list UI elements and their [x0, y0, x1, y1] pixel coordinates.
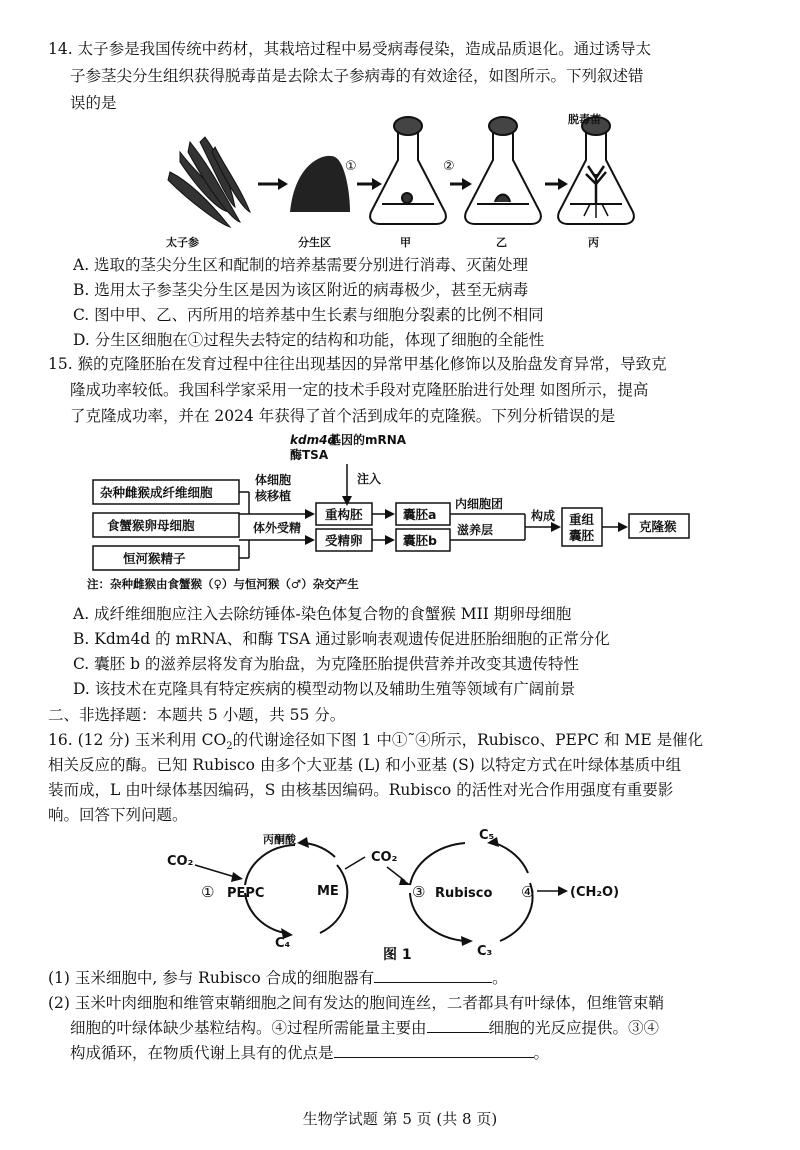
q14-figure: [160, 112, 640, 257]
q16-sub2-line3-end: 。: [533, 1044, 550, 1062]
box-zygote-text: 受精卵: [325, 533, 363, 548]
box-hybrid-fibroblast-text: 杂种雌猴成纤维细胞: [100, 485, 213, 500]
box-cloned-monkey-text: 克隆猴: [639, 519, 677, 534]
q16-line1-part1: 16. (12 分) 玉米利用 CO: [48, 731, 227, 749]
mrna-label-italic: kdm4d: [290, 433, 337, 447]
taizishen-root-image: [168, 137, 250, 227]
flask-yi: [465, 117, 541, 224]
box-sperm-text: 恒河猴精子: [123, 551, 186, 566]
tsa-label: 酶TSA: [290, 448, 329, 462]
q16-stem-line4: 响。回答下列问题。: [48, 806, 188, 824]
section2-heading: 二、非选择题：本题共 5 小题，共 55 分。: [48, 706, 346, 724]
co2-mid: CO₂: [371, 850, 398, 865]
q16-sub2-line2-part2: 细胞的光反应提供。③④: [488, 1019, 660, 1037]
rubisco-label: Rubisco: [435, 886, 493, 901]
q16-sub2-line2-part1: 细胞的叶绿体缺少基粒结构。④过程所需能量主要由: [70, 1019, 427, 1037]
q16-stem-line2: 相关反应的酶。已知 Rubisco 由多个大亚基 (L) 和小亚基 (S) 以特定方式在叶绿体基质中组: [48, 756, 682, 774]
figure1-caption: 图 1: [383, 947, 412, 963]
q14-option-d: D. 分生区细胞在①过程失去特定的结构和功能，体现了细胞的全能性: [73, 331, 545, 349]
box-reconstructed-embryo-text: 重构胚: [325, 507, 363, 522]
answer-blank-1[interactable]: [374, 966, 492, 983]
q16-stem-line3: 装而成，L 由叶绿体基因编码，S 由核基因编码。Rubisco 的活性对光合作用强度有重要影: [48, 781, 674, 799]
q16-sub1: [48, 965, 760, 992]
box-blastocyst-a-text: 囊胚a: [403, 507, 437, 522]
q14-option-a: A. 选取的茎尖分生区和配制的培养基需要分别进行消毒、灭菌处理: [73, 256, 529, 274]
q16-sub1-text: (1) 玉米细胞中, 参与 Rubisco 合成的细胞器有: [48, 969, 375, 987]
q15-option-c: C. 囊胚 b 的滋养层将发育为胎盘，为克隆胚胎提供营养并改变其遗传特性: [73, 655, 579, 673]
flask-jia: [370, 117, 446, 224]
q14-option-c: C. 图中甲、乙、丙所用的培养基中生长素与细胞分裂素的比例不相同: [73, 306, 544, 324]
q15-option-b: B. Kdm4d 的 mRNA、和酶 TSA 通过影响表观遗传促进胚胎细胞的正常分化: [73, 630, 610, 648]
answer-blank-2[interactable]: [427, 1016, 489, 1033]
pepc-label: PEPC: [227, 886, 265, 901]
c5-label: C₅: [479, 828, 495, 843]
page-footer: 生物学试题 第 5 页 (共 8 页): [302, 1110, 498, 1128]
q15-figure: [85, 428, 715, 598]
q15-stem-line3: 了克隆成功率，并在 2024 年获得了首个活到成年的克隆猴。下列分析错误的是: [70, 407, 616, 425]
step1-label: ①: [345, 159, 357, 174]
me-label: ME: [317, 884, 339, 899]
q16-co2-subscript: 2: [226, 741, 233, 753]
inject-label: 注入: [357, 472, 382, 486]
q16-sub2-line3: [70, 1040, 760, 1067]
nt-label-1: 体细胞: [255, 473, 292, 487]
forms-label: 构成: [531, 509, 556, 523]
step-1: ①: [201, 883, 215, 901]
recombinant-line2: 囊胚: [569, 528, 595, 543]
ch2o-label: (CH₂O): [570, 885, 620, 900]
label-yi: 乙: [496, 236, 507, 249]
c3-label: C₃: [477, 944, 493, 959]
meristem-image: [290, 156, 350, 212]
q16-sub2-line3-part1: 构成循环，在物质代谢上具有的优点是: [70, 1044, 334, 1062]
pyruvate-label: 丙酮酸: [263, 833, 296, 846]
q16-line1-part2: 的代谢途径如下图 1 中①˜④所示，Rubisco、PEPC 和 ME 是催化: [232, 731, 704, 749]
virus-free-label: 脱毒苗: [568, 113, 601, 126]
box-oocyte-text: 食蟹猴卵母细胞: [107, 518, 195, 533]
answer-blank-3[interactable]: [334, 1041, 534, 1058]
label-bing: 丙: [588, 236, 599, 249]
q15-option-a: A. 成纤维细胞应注入去除纺锤体-染色体复合物的食蟹猴 MII 期卵母细胞: [73, 605, 572, 623]
step2-label: ②: [443, 159, 455, 174]
ivf-label: 体外受精: [253, 521, 302, 535]
co2-left: CO₂: [167, 854, 194, 869]
q14-option-b: B. 选用太子参茎尖分生区是因为该区附近的病毒极少，甚至无病毒: [73, 281, 529, 299]
trophoblast-label: 滋养层: [457, 523, 494, 537]
q14-stem-line1: 14. 太子参是我国传统中药材，其栽培过程中易受病毒侵染，造成品质退化。通过诱导太: [48, 40, 652, 58]
c4-label: C₄: [275, 936, 291, 951]
q15-stem-line2: 隆成功率较低。我国科学家采用一定的技术手段对克隆胚胎进行处理 如图所示，提高: [70, 381, 649, 399]
q16-sub1-end: 。: [492, 969, 508, 987]
q14-stem-line2: 子参茎尖分生组织获得脱毒苗是去除太子参病毒的有效途径，如图所示。下列叙述错: [70, 67, 644, 85]
q16-sub2-line1: (2) 玉米叶肉细胞和维管束鞘细胞之间有发达的胞间连丝，二者都具有叶绿体，但维管束鞘: [48, 994, 664, 1012]
step-4: ④: [521, 883, 535, 901]
nt-label-2: 核移植: [255, 489, 292, 503]
mrna-label-rest: 基因的mRNA: [329, 433, 407, 447]
q16-sub2-line2: [70, 1015, 760, 1042]
q15-stem-line1: 15. 猴的克隆胚胎在发育过程中往往出现基因的异常甲基化修饰以及胎盘发育异常，导致克: [48, 355, 667, 373]
q16-figure: [165, 825, 635, 965]
label-jia: 甲: [400, 236, 411, 249]
label-taizishen: 太子参: [166, 236, 199, 249]
flask-bing: [558, 117, 634, 224]
label-meristem: 分生区: [298, 236, 331, 249]
step-3: ③: [412, 883, 426, 901]
q15-option-d: D. 该技术在克隆具有特定疾病的模型动物以及辅助生殖等领域有广阔前景: [73, 680, 576, 698]
recombinant-line1: 重组: [569, 512, 595, 527]
q15-figure-note: 注：杂种雌猴由食蟹猴（♀）与恒河猴（♂）杂交产生: [87, 577, 359, 591]
box-blastocyst-b-text: 囊胚b: [403, 533, 437, 548]
q14-stem-line3: 误的是: [70, 94, 117, 112]
icm-label: 内细胞团: [455, 497, 504, 511]
